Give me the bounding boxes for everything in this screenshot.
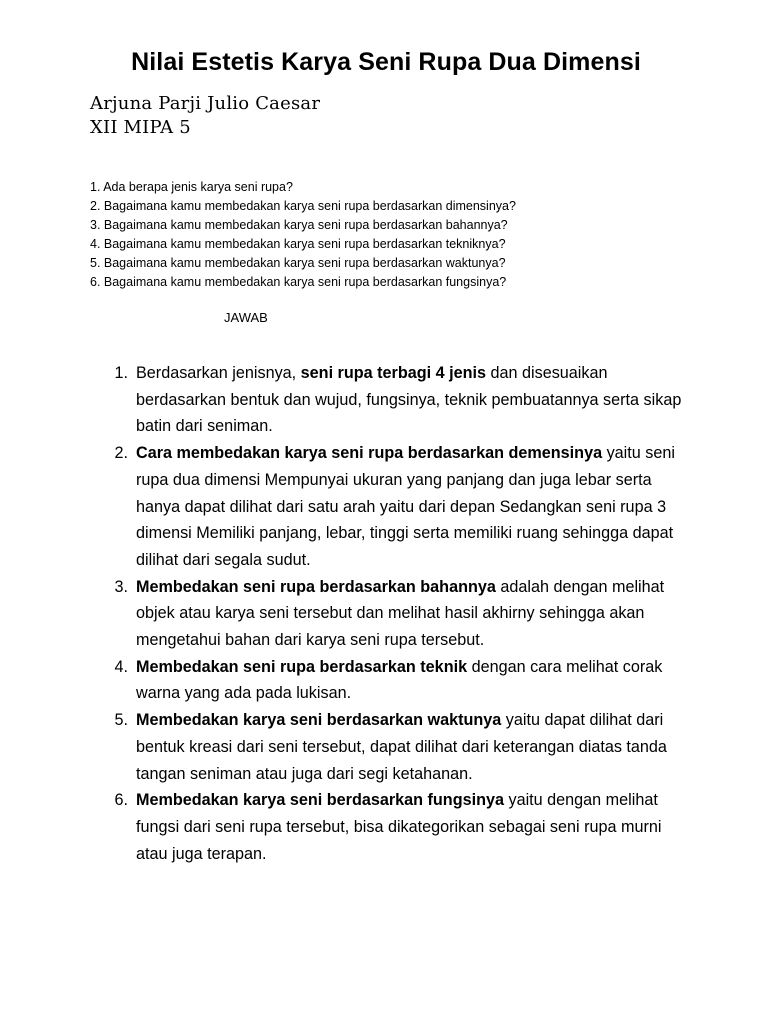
question-item: 2. Bagaimana kamu membedakan karya seni rupa berdasarkan dimensinya? (90, 199, 516, 213)
answer-number: 1. (114, 364, 128, 382)
answer-item (106, 360, 686, 440)
answer-number: 3. (114, 577, 128, 596)
answer-item (106, 654, 686, 707)
class-name: XII MIPA 5 (90, 117, 191, 138)
question-item: 4. Bagaimana kamu membedakan karya seni rupa berdasarkan tekniknya? (90, 237, 506, 251)
answer-item (106, 707, 686, 787)
answer-item (106, 440, 686, 574)
answer-item (106, 574, 686, 654)
answer-number: 4. (114, 657, 128, 676)
answer-item (106, 787, 686, 867)
answer-bold-text: Membedakan karya seni berdasarkan waktunya (136, 711, 502, 730)
author-block (90, 92, 320, 140)
answer-heading: JAWAB (224, 310, 268, 325)
answer-list (106, 360, 686, 867)
answer-text: Berdasarkan jenisnya, (136, 364, 301, 382)
answer-bold-text: Cara membedakan karya seni rupa berdasarkan demensinya (136, 444, 603, 463)
answer-bold-text: Membedakan seni rupa berdasarkan teknik (136, 657, 468, 676)
answer-text: dengan cara melihat corak warna yang ada pada lukisan. (136, 657, 663, 703)
question-item: 6. Bagaimana kamu membedakan karya seni rupa berdasarkan fungsinya? (90, 275, 507, 289)
document-title: Nilai Estetis Karya Seni Rupa Dua Dimensi (131, 48, 641, 76)
answer-text: yaitu seni rupa dua dimensi Mempunyai ukuran yang panjang dan juga lebar serta hanya dapat dilihat dari satu arah yaitu dari depan Sedangkan seni rupa 3 dimensi Memiliki panjang, lebar, tinggi serta memiliki ruang sehingga dapat dilihat dari segala sudut. (136, 444, 675, 569)
answer-bold-text: seni rupa terbagi 4 jenis (300, 364, 486, 382)
question-list (90, 178, 516, 292)
answer-number: 5. (114, 711, 128, 730)
answer-bold-text: Membedakan seni rupa berdasarkan bahannya (136, 577, 496, 596)
question-item: 5. Bagaimana kamu membedakan karya seni rupa berdasarkan waktunya? (90, 256, 506, 270)
answer-text: adalah dengan melihat objek atau karya seni tersebut dan melihat hasil akhirny sehingga akan mengetahui bahan dari karya seni rupa tersebut. (136, 577, 665, 650)
answer-text: yaitu dengan melihat fungsi dari seni rupa tersebut, bisa dikategorikan sebagai seni rupa murni atau juga terapan. (136, 791, 662, 863)
author-name: Arjuna Parji Julio Caesar (90, 93, 321, 114)
question-item: 3. Bagaimana kamu membedakan karya seni rupa berdasarkan bahannya? (90, 218, 508, 232)
answer-bold-text: Membedakan karya seni berdasarkan fungsinya (136, 791, 504, 810)
answer-number: 2. (114, 444, 128, 463)
question-item: 1. Ada berapa jenis karya seni rupa? (90, 180, 293, 194)
answer-text: dan disesuaikan berdasarkan bentuk dan wujud, fungsinya, teknik pembuatannya serta sikap batin dari seniman. (136, 364, 682, 436)
answer-text: yaitu dapat dilihat dari bentuk kreasi dari seni tersebut, dapat dilihat dari keterangan diatas tanda tangan seniman atau juga dari segi ketahanan. (136, 711, 667, 783)
answer-number: 6. (114, 791, 128, 810)
